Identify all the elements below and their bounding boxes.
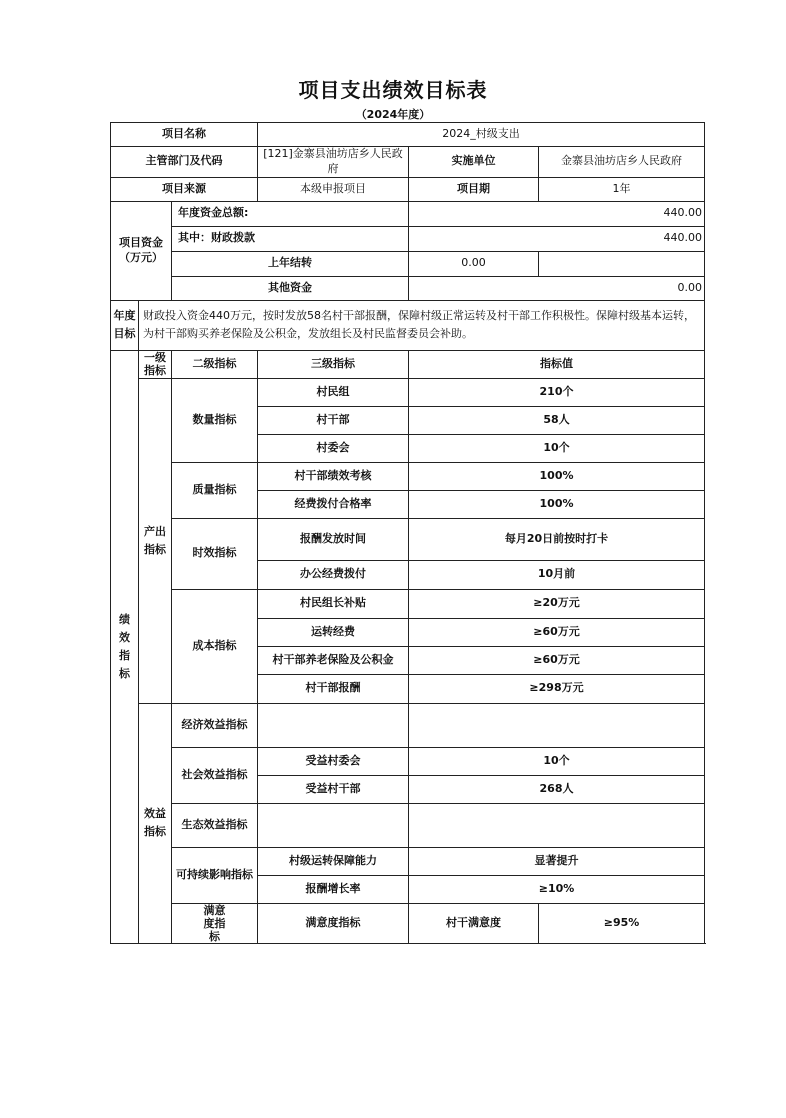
output-label-line: 指标 — [144, 542, 166, 556]
funds-other-label: 其他资金 — [172, 276, 409, 300]
indicator-value: ≥20万元 — [409, 589, 705, 618]
quality-label: 质量指标 — [172, 462, 258, 518]
indicator-name: 经费拨付合格率 — [258, 490, 409, 518]
dept-label: 主管部门及代码 — [111, 147, 258, 178]
funds-carry-label: 上年结转 — [172, 251, 409, 276]
output-label-line: 产出 — [144, 524, 166, 538]
ecological-label: 生态效益指标 — [172, 803, 258, 847]
funds-label-line2: （万元） — [119, 250, 163, 264]
section-char: 指 — [119, 648, 130, 662]
indicator-name: 受益村委会 — [258, 747, 409, 775]
indicator-value: 268人 — [409, 775, 705, 803]
benefit-label — [139, 703, 172, 943]
benefit-label-line: 效益 — [144, 807, 166, 821]
satisfaction-label-line: 度指 — [203, 916, 226, 930]
economic-label: 经济效益指标 — [172, 703, 258, 747]
header-level3: 三级指标 — [258, 350, 409, 378]
indicator-value: 58人 — [409, 406, 705, 434]
indicator-value: ≥10% — [409, 875, 705, 903]
satisfaction-label — [172, 903, 258, 943]
indicator-name: 村干部绩效考核 — [258, 462, 409, 490]
period-value: 1年 — [539, 177, 705, 201]
economic-empty — [258, 703, 409, 747]
goal-label — [111, 300, 139, 350]
source-label: 项目来源 — [111, 177, 258, 201]
project-name-label: 项目名称 — [111, 123, 258, 147]
indicator-name: 受益村干部 — [258, 775, 409, 803]
indicator-name: 村委会 — [258, 434, 409, 462]
indicators-section-label — [111, 350, 139, 943]
period-label: 项目期 — [409, 177, 539, 201]
page-subtitle: （2024年度） — [355, 108, 431, 121]
satisfaction-sub-label: 满意度指标 — [258, 903, 409, 943]
satisfaction-label-line: 满意 — [203, 903, 226, 917]
header-level1-line: 一级 — [144, 351, 166, 365]
page-title: 项目支出绩效目标表 — [298, 78, 488, 102]
impl-unit-value: 金寨县油坊店乡人民政府 — [539, 147, 705, 178]
indicator-name: 村民组 — [258, 378, 409, 406]
timeliness-label: 时效指标 — [172, 518, 258, 589]
quantity-label: 数量指标 — [172, 378, 258, 462]
source-value: 本级申报项目 — [258, 177, 409, 201]
funds-label-line1: 项目资金 — [119, 235, 163, 249]
header-value: 指标值 — [409, 350, 705, 378]
social-label: 社会效益指标 — [172, 747, 258, 803]
header-level1-line: 指标 — [144, 364, 166, 378]
indicator-name: 村级运转保障能力 — [258, 847, 409, 875]
indicator-value: ≥60万元 — [409, 618, 705, 646]
funds-total-label: 年度资金总额: — [172, 201, 409, 226]
indicator-value: 100% — [409, 462, 705, 490]
benefit-label-line: 指标 — [144, 825, 166, 839]
header-level2: 二级指标 — [172, 350, 258, 378]
section-char: 绩 — [119, 612, 130, 626]
indicator-value: ≥298万元 — [409, 674, 705, 703]
funds-fiscal-value: 440.00 — [409, 226, 705, 251]
indicator-value: 10个 — [409, 747, 705, 775]
funds-fiscal-label: 其中：财政拨款 — [172, 226, 409, 251]
section-char: 标 — [119, 666, 130, 680]
indicator-value: 10月前 — [409, 560, 705, 589]
cost-label: 成本指标 — [172, 589, 258, 703]
ecological-empty — [258, 803, 409, 847]
funds-label — [111, 201, 172, 300]
indicator-value: 100% — [409, 490, 705, 518]
sustainable-label: 可持续影响指标 — [172, 847, 258, 903]
funds-other-value: 0.00 — [409, 276, 705, 300]
header-level1 — [139, 350, 172, 378]
impl-unit-label: 实施单位 — [409, 147, 539, 178]
indicator-value: 210个 — [409, 378, 705, 406]
indicator-value: ≥95% — [539, 903, 705, 943]
goal-text: 财政投入资金440万元，按时发放58名村干部报酬，保障村级正常运转及村干部工作积极性。保障村级基本运转，为村干部购买养老保险及公积金，发放组长及村民监督委员会补助。 — [139, 300, 705, 350]
funds-total-value: 440.00 — [409, 201, 705, 226]
ecological-value-empty — [409, 803, 705, 847]
indicator-name: 村干部养老保险及公积金 — [258, 646, 409, 674]
dept-value: [121]金寨县油坊店乡人民政府 — [258, 147, 409, 178]
output-label — [139, 378, 172, 703]
indicator-value: 10个 — [409, 434, 705, 462]
satisfaction-label-line: 标 — [209, 929, 220, 943]
indicator-value: ≥60万元 — [409, 646, 705, 674]
indicator-name: 村干部 — [258, 406, 409, 434]
performance-table — [110, 122, 705, 944]
indicator-name: 村干部报酬 — [258, 674, 409, 703]
economic-value-empty — [409, 703, 705, 747]
project-name-value: 2024_村级支出 — [258, 123, 705, 147]
indicator-value: 每月20日前按时打卡 — [409, 518, 705, 560]
indicator-name: 办公经费拨付 — [258, 560, 409, 589]
indicator-name: 报酬增长率 — [258, 875, 409, 903]
indicator-name: 报酬发放时间 — [258, 518, 409, 560]
section-char: 效 — [119, 630, 130, 644]
funds-carry-value: 0.00 — [409, 251, 539, 276]
indicator-value: 显著提升 — [409, 847, 705, 875]
indicator-name: 运转经费 — [258, 618, 409, 646]
goal-label-line2: 目标 — [113, 327, 136, 341]
goal-label-line1: 年度 — [113, 309, 136, 323]
indicator-name: 村干满意度 — [409, 903, 539, 943]
indicator-name: 村民组长补贴 — [258, 589, 409, 618]
funds-carry-empty — [539, 251, 705, 276]
